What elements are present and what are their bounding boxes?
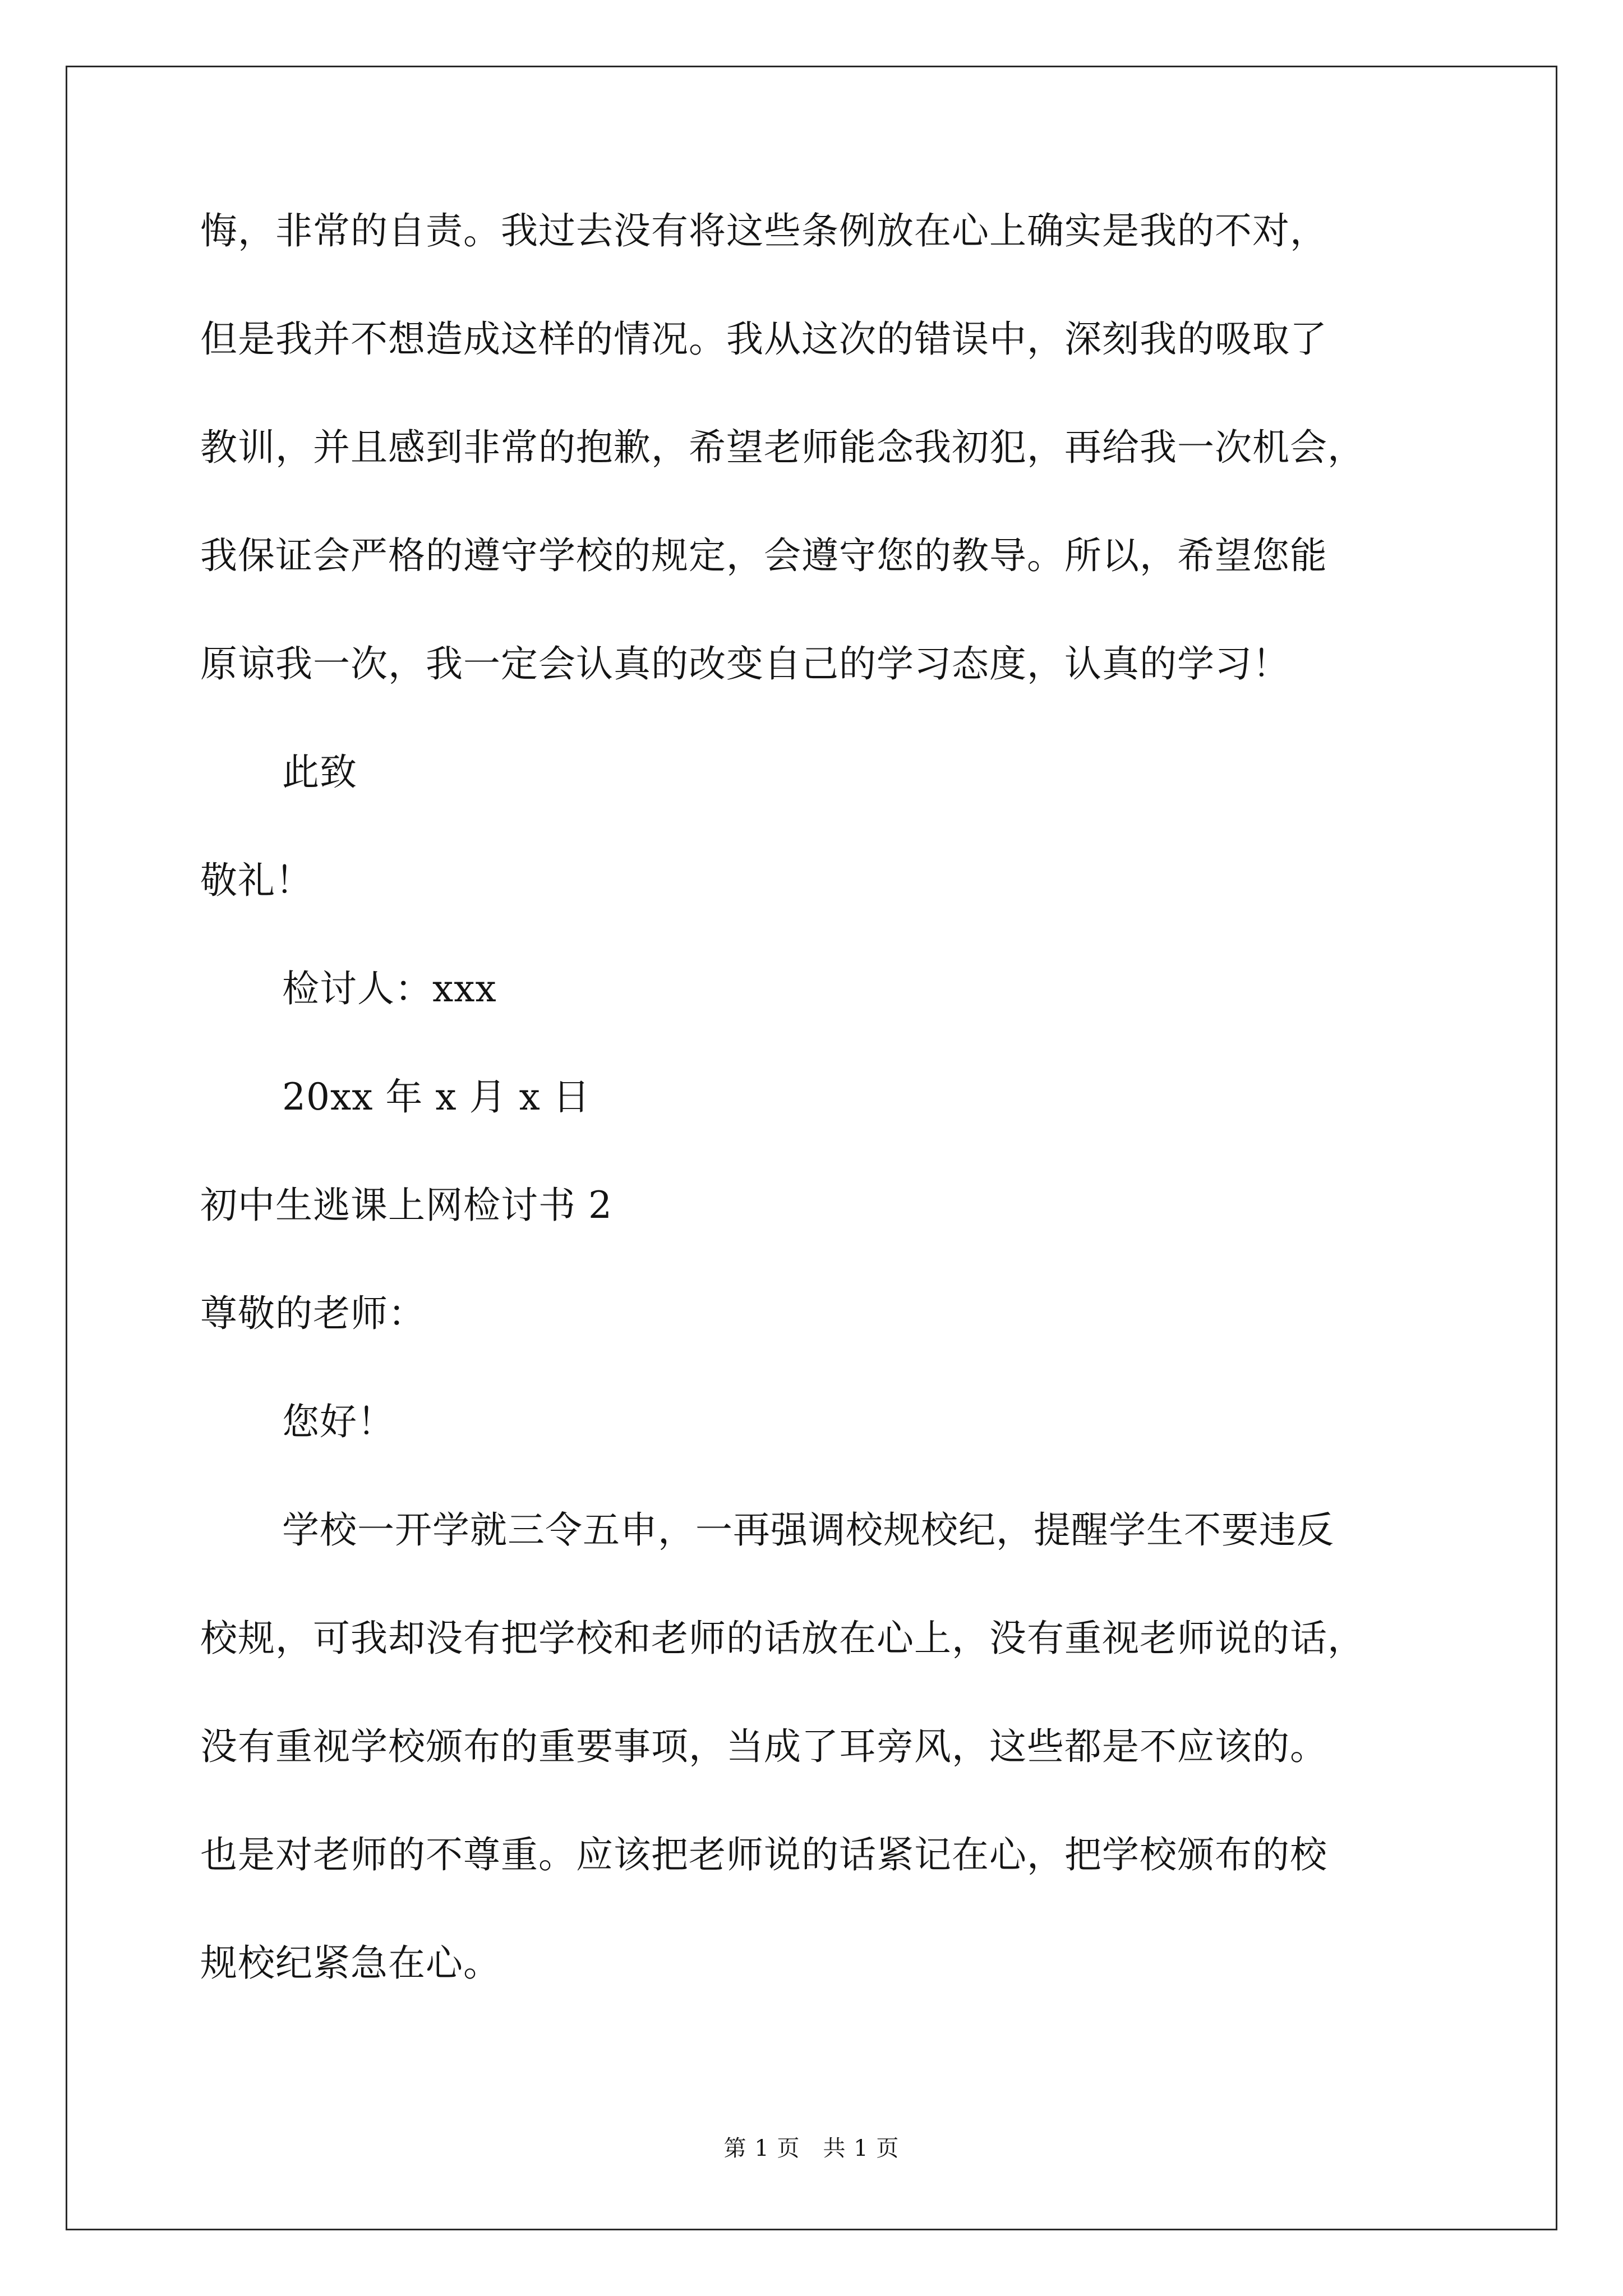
body-line: 原谅我一次，我一定会认真的改变自己的学习态度，认真的学习！ xyxy=(200,642,1290,685)
body-line: 也是对老师的不尊重。应该把老师说的话紧记在心，把学校颁布的校 xyxy=(200,1833,1327,1876)
date-line: 20xx 年 x 月 x 日 xyxy=(282,1075,591,1119)
page-border xyxy=(66,66,1557,2230)
greeting: 尊敬的老师： xyxy=(200,1292,426,1335)
section-title: 初中生逃课上网检讨书 2 xyxy=(200,1184,612,1227)
signature: 检讨人：xxx xyxy=(282,967,497,1010)
body-line: 规校纪紧急在心。 xyxy=(200,1941,501,1985)
body-line: 学校一开学就三令五申，一再强调校规校纪，提醒学生不要违反 xyxy=(282,1508,1334,1552)
body-line: 校规，可我却没有把学校和老师的话放在心上，没有重视老师说的话， xyxy=(200,1617,1365,1660)
salutation-closing: 此致 xyxy=(282,751,357,794)
regards: 敬礼！ xyxy=(200,859,313,902)
body-line: 悔，非常的自责。我过去没有将这些条例放在心上确实是我的不对， xyxy=(200,209,1327,252)
body-line: 但是我并不想造成这样的情况。我从这次的错误中，深刻我的吸取了 xyxy=(200,318,1327,361)
body-line: 我保证会严格的遵守学校的规定，会遵守您的教导。所以，希望您能 xyxy=(200,534,1327,577)
body-line: 教训，并且感到非常的抱歉，希望老师能念我初犯，再给我一次机会， xyxy=(200,426,1365,469)
hello-line: 您好！ xyxy=(282,1400,395,1443)
body-line: 没有重视学校颁布的重要事项，当成了耳旁风，这些都是不应该的。 xyxy=(200,1725,1327,1768)
page-number: 第 1 页 共 1 页 xyxy=(723,2136,900,2161)
